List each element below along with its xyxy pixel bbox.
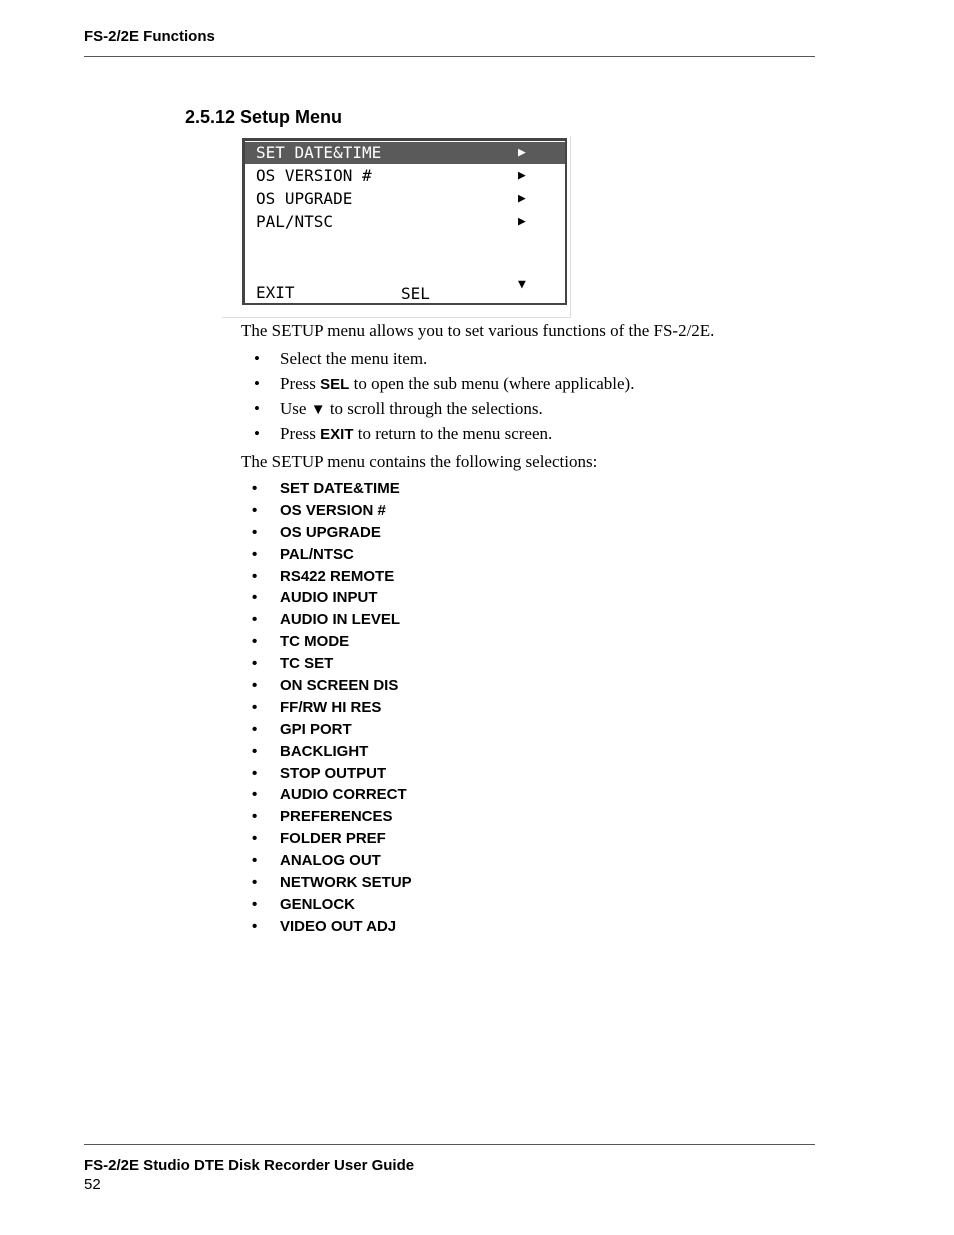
bullet-icon: • bbox=[252, 589, 258, 607]
intro-paragraph: The SETUP menu allows you to set various functions of the FS-2/2E. bbox=[241, 321, 715, 340]
step-text: Press bbox=[280, 374, 321, 393]
lcd-item-label: OS UPGRADE bbox=[256, 189, 353, 208]
bullet-icon: • bbox=[252, 786, 258, 804]
selection-label: TC SET bbox=[280, 655, 334, 673]
down-arrow-icon: ▼ bbox=[518, 277, 526, 292]
lcd-item-os-upgrade bbox=[245, 188, 565, 210]
selection-label: PAL/NTSC bbox=[280, 545, 354, 563]
page-number: 52 bbox=[84, 1176, 101, 1193]
bullet-icon: • bbox=[252, 742, 258, 760]
lcd-item-label: PAL/NTSC bbox=[256, 212, 334, 231]
lcd-exit-label: EXIT bbox=[256, 283, 295, 302]
selection-label: RS422 REMOTE bbox=[280, 567, 395, 585]
selection-label: AUDIO IN LEVEL bbox=[280, 611, 401, 629]
bullet-icon: • bbox=[254, 374, 260, 393]
footer-divider bbox=[84, 1144, 815, 1145]
step-text: Select the menu item. bbox=[280, 349, 428, 368]
bullet-icon: • bbox=[252, 698, 258, 716]
selection-label: FF/RW HI RES bbox=[280, 698, 382, 716]
lcd-item-label: OS VERSION # bbox=[256, 166, 372, 185]
selection-label: BACKLIGHT bbox=[280, 742, 369, 760]
bullet-icon: • bbox=[252, 720, 258, 738]
selection-label: PREFERENCES bbox=[280, 808, 393, 826]
bullet-icon: • bbox=[252, 808, 258, 826]
bullet-icon: • bbox=[252, 764, 258, 782]
bullet-icon: • bbox=[252, 830, 258, 848]
bullet-icon: • bbox=[252, 480, 258, 497]
bullet-icon: • bbox=[252, 655, 258, 673]
bullet-icon: • bbox=[252, 545, 258, 563]
selection-label: AUDIO INPUT bbox=[280, 589, 378, 607]
selection-label: NETWORK SETUP bbox=[280, 874, 412, 892]
setup-menu-lcd-screenshot bbox=[242, 138, 567, 305]
bullet-icon: • bbox=[252, 611, 258, 629]
step-text: Use bbox=[280, 399, 311, 418]
selection-label: TC MODE bbox=[280, 633, 350, 651]
running-header: FS-2/2E Functions bbox=[84, 28, 215, 45]
section-title: 2.5.12 Setup Menu bbox=[185, 107, 343, 127]
selection-label: ON SCREEN DIS bbox=[280, 677, 399, 695]
selection-label: SET DATE&TIME bbox=[280, 480, 400, 497]
lcd-sel-label: SEL bbox=[401, 284, 430, 303]
key-label-exit: EXIT bbox=[320, 426, 354, 443]
bullet-icon: • bbox=[252, 567, 258, 585]
right-arrow-icon: ▶ bbox=[518, 145, 526, 160]
bullet-icon: • bbox=[254, 349, 260, 368]
header-divider bbox=[84, 56, 815, 57]
bullet-icon: • bbox=[252, 852, 258, 870]
bullet-icon: • bbox=[254, 399, 260, 418]
bullet-icon: • bbox=[254, 424, 260, 443]
bullet-icon: • bbox=[252, 874, 258, 892]
bullet-icon: • bbox=[252, 633, 258, 651]
bullet-icon: • bbox=[252, 501, 258, 519]
bullet-icon: • bbox=[252, 917, 258, 935]
contains-paragraph: The SETUP menu contains the following selections: bbox=[241, 452, 598, 471]
lcd-item-os-version bbox=[245, 165, 565, 187]
bullet-icon: • bbox=[252, 677, 258, 695]
right-arrow-icon: ▶ bbox=[518, 168, 526, 183]
selection-label: AUDIO CORRECT bbox=[280, 786, 407, 804]
selection-label: OS VERSION # bbox=[280, 501, 386, 519]
bullet-icon: • bbox=[252, 895, 258, 913]
selection-label: ANALOG OUT bbox=[280, 852, 381, 870]
selection-label: GENLOCK bbox=[280, 895, 355, 913]
lcd-item-label: SET DATE&TIME bbox=[256, 143, 382, 162]
step-text: to return to the menu screen. bbox=[353, 424, 553, 443]
footer-title: FS-2/2E Studio DTE Disk Recorder User Guide bbox=[84, 1157, 415, 1174]
step-text: to open the sub menu (where applicable). bbox=[349, 374, 635, 393]
selection-label: OS UPGRADE bbox=[280, 523, 381, 541]
key-label-sel: SEL bbox=[320, 376, 350, 393]
selection-label: FOLDER PREF bbox=[280, 830, 386, 848]
lcd-item-set-date-time bbox=[245, 142, 565, 164]
selection-label: GPI PORT bbox=[280, 720, 352, 738]
step-text: Press bbox=[280, 424, 321, 443]
selection-label: VIDEO OUT ADJ bbox=[280, 917, 397, 935]
selection-label: STOP OUTPUT bbox=[280, 764, 387, 782]
lcd-item-pal-ntsc bbox=[245, 211, 565, 233]
step-text: to scroll through the selections. bbox=[325, 399, 543, 418]
right-arrow-icon: ▶ bbox=[518, 191, 526, 206]
right-arrow-icon: ▶ bbox=[518, 214, 526, 229]
bullet-icon: • bbox=[252, 523, 258, 541]
down-arrow-icon: ▼ bbox=[310, 402, 326, 418]
